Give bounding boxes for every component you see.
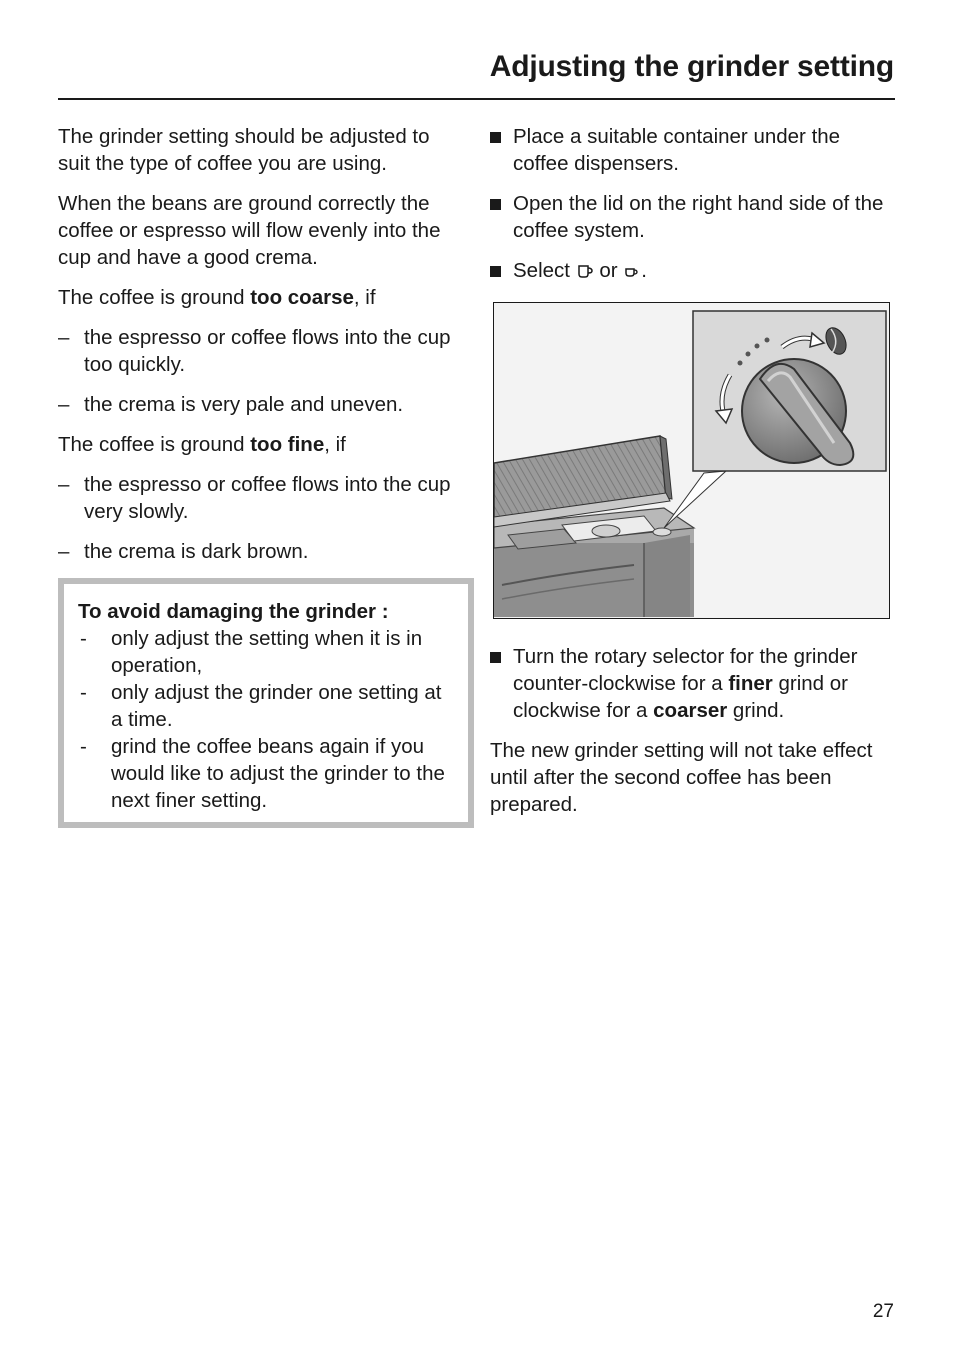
list-item: [58, 471, 458, 525]
step-text: Place a suitable container under the coffee dispensers.: [513, 125, 841, 175]
page-title: Adjusting the grinder setting: [489, 50, 894, 83]
warning-marker: -: [80, 627, 87, 650]
too-fine-heading: [58, 431, 458, 458]
warning-item-text: only adjust the grinder one setting at a time.: [111, 681, 442, 731]
warning-item-text: grind the coffee beans again if you would like to adjust the grinder to the next finer setting.: [111, 735, 445, 812]
list-item: [58, 324, 458, 378]
square-bullet-icon: [490, 132, 501, 143]
step-text: Open the lid on the right hand side of the coffee system.: [513, 192, 884, 242]
turn-text-2: grind or clockwise for a: [513, 672, 848, 722]
finer-term: finer: [728, 672, 773, 695]
too-coarse-term: too coarse: [250, 286, 354, 309]
list-item: [58, 391, 458, 418]
list-item-text: the crema is dark brown.: [84, 540, 309, 563]
dash-marker: –: [58, 473, 70, 496]
warning-item: [78, 625, 454, 679]
warning-item: [78, 733, 454, 814]
right-column: [490, 123, 895, 831]
square-bullet-icon: [490, 199, 501, 210]
list-item: [58, 538, 458, 565]
coarser-term: coarser: [653, 699, 728, 722]
turn-text-3: grind.: [727, 699, 785, 722]
select-middle: or: [593, 259, 624, 282]
coffee-cup-icon: [576, 259, 594, 275]
list-item-text: the crema is very pale and uneven.: [84, 393, 404, 416]
page-number: 27: [872, 1301, 894, 1322]
select-suffix: .: [641, 259, 647, 282]
note-paragraph: The new grinder setting will not take effect until after the second coffee has been prepared.: [490, 739, 873, 816]
too-coarse-prefix: The coffee is ground: [58, 286, 251, 309]
title-rule: [58, 98, 895, 100]
list-item-text: the espresso or coffee flows into the cup too quickly.: [84, 326, 451, 376]
too-coarse-heading: [58, 284, 458, 311]
select-prefix: Select: [513, 259, 576, 282]
warning-box: [58, 578, 474, 828]
step-item: [490, 643, 895, 724]
list-item-text: the espresso or coffee flows into the cup very slowly.: [84, 473, 451, 523]
turn-text-1: Turn the rotary selector for the grinder counter-clockwise for a: [513, 645, 858, 695]
step-item: [490, 123, 895, 177]
espresso-cup-icon: [623, 259, 641, 275]
warning-marker: -: [80, 735, 87, 758]
square-bullet-icon: [490, 652, 501, 663]
warning-marker: -: [80, 681, 87, 704]
step-item: [490, 190, 895, 244]
too-fine-suffix: , if: [324, 433, 346, 456]
dash-marker: –: [58, 393, 70, 416]
too-fine-prefix: The coffee is ground: [58, 433, 251, 456]
grinder-rotary-selector-illustration: [494, 303, 888, 617]
dash-marker: –: [58, 540, 70, 563]
too-coarse-suffix: , if: [353, 286, 376, 309]
square-bullet-icon: [490, 266, 501, 277]
grinder-illustration: [493, 302, 890, 619]
dash-marker: –: [58, 326, 70, 349]
too-fine-term: too fine: [250, 433, 325, 456]
left-column: [58, 123, 458, 828]
warning-item: [78, 679, 454, 733]
correct-grind-paragraph: When the beans are ground correctly the coffee or espresso will flow evenly into the cup and have a good crema.: [58, 192, 441, 269]
step-item: [490, 257, 895, 284]
intro-paragraph: The grinder setting should be adjusted to suit the type of coffee you are using.: [58, 125, 430, 175]
warning-item-text: only adjust the setting when it is in operation,: [111, 627, 423, 677]
warning-title: To avoid damaging the grinder :: [78, 600, 389, 623]
